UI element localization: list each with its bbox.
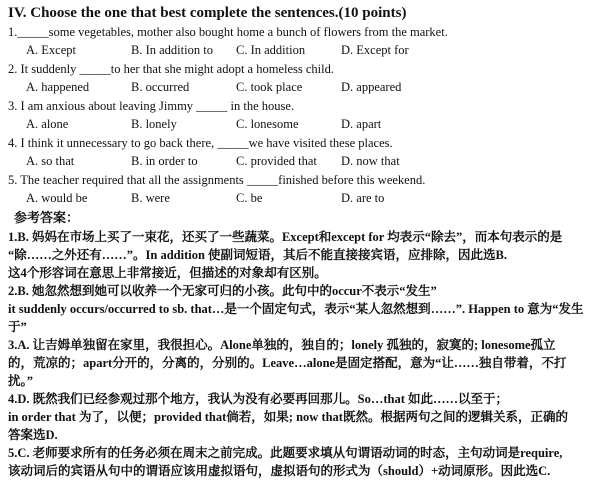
answer-line: 答案选D. [8, 428, 58, 442]
option-a: A. would be [26, 191, 88, 205]
answer-line: it suddenly occurs/occurred to sb. that…是一个固定句式，表示“某人忽然想到……”. Happen to 意为“发生 [8, 302, 584, 316]
answer-line: in order that 为了，以便；provided that倘若，如果; now that既然。根据两句之间的逻辑关系，正确的 [8, 410, 568, 424]
answer-line: 的，荒凉的；apart分开的，分离的，分别的。Leave…alone是固定搭配，意为“让……独自带着，不打 [8, 356, 567, 370]
answer-line: 4.D. 既然我们已经参观过那个地方，我认为没有必要再回那儿。So…that 如此……以至于； [8, 392, 509, 406]
option-a: A. happened [26, 80, 90, 94]
option-c: C. be [236, 191, 263, 205]
option-a: A. Except [26, 43, 76, 57]
option-c: C. In addition [236, 43, 306, 57]
option-b: B. occurred [131, 80, 190, 94]
answers-title: 参考答案： [14, 210, 80, 225]
option-d: D. are to [341, 191, 385, 205]
option-c: C. lonesome [236, 117, 299, 131]
question-5: 5. The teacher required that all the assignments _____finished before this weekend. [8, 173, 426, 187]
option-b: B. in order to [131, 154, 198, 168]
answer-line: 扰。” [8, 374, 34, 388]
options-3 [26, 116, 592, 132]
question-1: 1._____some vegetables, mother also bought home a bunch of flowers from the market. [8, 25, 448, 39]
question-4: 4. I think it unnecessary to go back there, _____we have visited these places. [8, 136, 393, 150]
option-d: D. appeared [341, 80, 402, 94]
option-c: C. took place [236, 80, 303, 94]
answer-line: 3.A. 让吉姆单独留在家里，我很担心。Alone单独的，独自的；lonely 孤独的，寂寞的; lonesome孤立 [8, 338, 556, 352]
option-d: D. apart [341, 117, 382, 131]
section-title: IV. Choose the one that best complete the sentences.(10 points) [8, 5, 407, 21]
options-2 [26, 79, 592, 95]
options-5 [26, 190, 592, 206]
question-3: 3. I am anxious about leaving Jimmy _____ in the house. [8, 99, 295, 113]
option-c: C. provided that [236, 154, 317, 168]
answer-line: 5.C. 老师要求所有的任务必须在周末之前完成。此题要求填从句谓语动词的时态，主句动词是require, [8, 446, 563, 460]
answer-line: 2.B. 她忽然想到她可以收养一个无家可归的小孩。此句中的occur不表示“发生” [8, 284, 437, 298]
options-4 [26, 153, 592, 169]
option-d: D. now that [341, 154, 400, 168]
question-2: 2. It suddenly _____to her that she might adopt a homeless child. [8, 62, 334, 76]
option-b: B. In addition to [131, 43, 213, 57]
options-1 [26, 42, 592, 58]
answer-line: 该动词后的宾语从句中的谓语应该用虚拟语句，虚拟语句的形式为（should）+动词原形。因此选C. [8, 464, 551, 478]
answer-line: “除……之外还有……”。In addition 使副词短语，其后不能直接接宾语，应排除，因此选B. [8, 248, 507, 262]
option-a: A. so that [26, 154, 75, 168]
answer-line: 于” [8, 320, 27, 334]
option-b: B. lonely [131, 117, 177, 131]
option-d: D. Except for [341, 43, 409, 57]
option-b: B. were [131, 191, 170, 205]
answer-line: 1.B. 妈妈在市场上买了一束花，还买了一些蔬菜。Except和except for 均表示“除去”，而本句表示的是 [8, 230, 563, 244]
answer-line: 这4个形容词在意思上非常接近，但描述的对象却有区别。 [8, 266, 327, 280]
option-a: A. alone [26, 117, 69, 131]
